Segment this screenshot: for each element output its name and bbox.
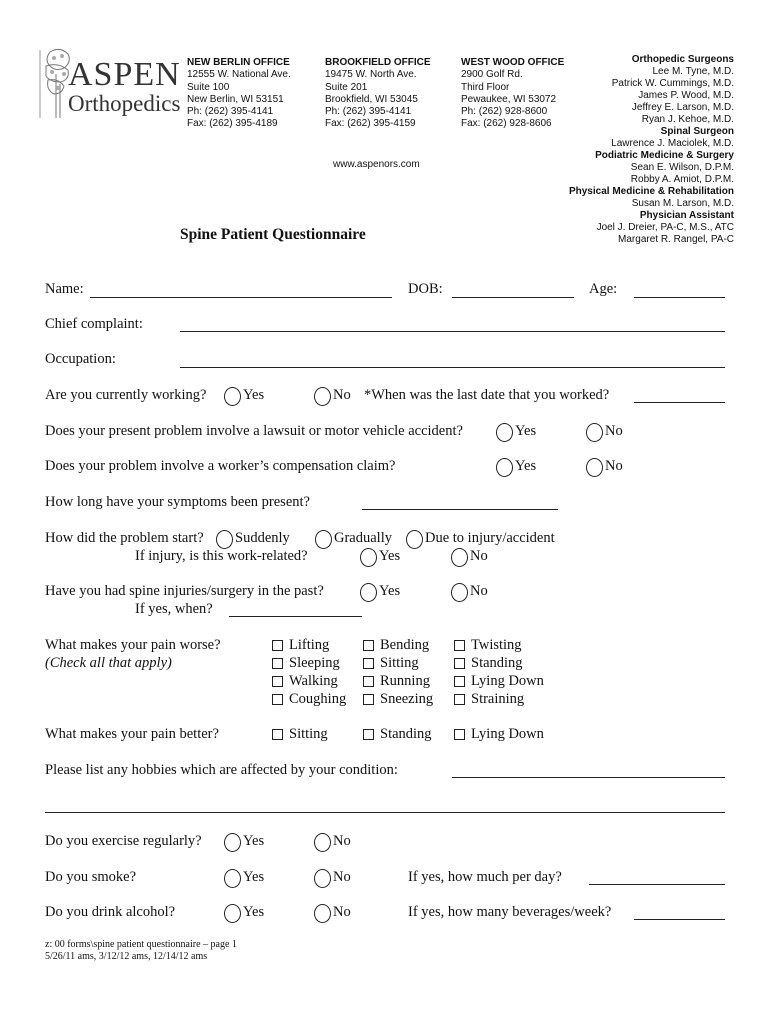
work-related-no-radio[interactable] (451, 548, 468, 567)
aspen-logo (36, 44, 181, 122)
workers-comp-question: Does your problem involve a worker’s compensation claim? (45, 458, 396, 474)
twisting-checkbox[interactable] (454, 640, 465, 651)
injury-work-related-question: If injury, is this work-related? (135, 548, 308, 564)
office-name: BROOKFIELD OFFICE (325, 57, 431, 68)
pain-worse-question: What makes your pain worse? (45, 637, 221, 653)
sneezing-label: Sneezing (380, 691, 434, 707)
office-line: 2900 Golf Rd. (461, 69, 523, 81)
smoke-yes-label: Yes (243, 869, 265, 885)
spine-history-no-radio[interactable] (451, 583, 468, 602)
logo-subtitle: Orthopedics (68, 91, 181, 116)
office-line: Ph: (262) 928-8600 (461, 106, 548, 118)
office-line: Ph: (262) 395-4141 (187, 106, 274, 118)
running-checkbox[interactable] (363, 676, 374, 687)
coughing-checkbox[interactable] (272, 694, 283, 705)
staff-name: James P. Wood, M.D. (638, 90, 734, 101)
bending-label: Bending (380, 637, 430, 653)
gradually-label: Gradually (334, 530, 392, 546)
dob-field[interactable] (452, 297, 574, 298)
sitting-checkbox[interactable] (363, 658, 374, 669)
sleeping-checkbox[interactable] (272, 658, 283, 669)
lawsuit-question: Does your present problem involve a lawsuit or motor vehicle accident? (45, 423, 463, 439)
spine-history-question: Have you had spine injuries/surgery in the past? (45, 583, 324, 599)
logo-brand: ASPEN (68, 56, 181, 93)
walking-label: Walking (289, 673, 338, 689)
staff-heading: Physical Medicine & Rehabilitation (568, 186, 734, 197)
smoke-no-label: No (333, 869, 351, 885)
lifting-checkbox[interactable] (272, 640, 283, 651)
check-all-note: (Check all that apply) (45, 655, 172, 671)
alcohol-amount-field[interactable] (634, 919, 725, 920)
age-label: Age: (589, 281, 618, 297)
suddenly-label: Suddenly (235, 530, 290, 546)
office-name: NEW BERLIN OFFICE (187, 57, 290, 68)
office-line: Suite 100 (187, 81, 230, 93)
working-no-radio[interactable] (314, 387, 331, 406)
better-lying-down-checkbox[interactable] (454, 729, 465, 740)
twisting-label: Twisting (471, 637, 522, 653)
due-to-injury-label: Due to injury/accident (425, 530, 555, 546)
spine-history-yes-label: Yes (379, 583, 401, 599)
better-standing-label: Standing (380, 726, 432, 742)
name-label: Name: (45, 281, 84, 297)
form-title: Spine Patient Questionnaire (180, 226, 366, 243)
workers-comp-yes-label: Yes (515, 458, 537, 474)
footer (45, 939, 237, 963)
exercise-question: Do you exercise regularly? (45, 833, 202, 849)
suddenly-radio[interactable] (216, 530, 233, 549)
footer-line: 5/26/11 ams, 3/12/12 ams, 12/14/12 ams (45, 951, 208, 962)
alcohol-yes-radio[interactable] (224, 904, 241, 923)
working-question: Are you currently working? (45, 387, 207, 403)
occupation-label: Occupation: (45, 351, 116, 367)
better-sitting-label: Sitting (289, 726, 328, 742)
spine-history-no-label: No (470, 583, 488, 599)
standing-checkbox[interactable] (454, 658, 465, 669)
straining-checkbox[interactable] (454, 694, 465, 705)
workers-comp-no-label: No (605, 458, 623, 474)
hobbies-question: Please list any hobbies which are affected by your condition: (45, 762, 398, 778)
pain-better-question: What makes your pain better? (45, 726, 219, 742)
smoke-amount-field[interactable] (589, 884, 725, 885)
last-worked-field[interactable] (634, 402, 725, 403)
walking-checkbox[interactable] (272, 676, 283, 687)
staff-name: Ryan J. Kehoe, M.D. (641, 114, 734, 125)
office-line: Ph: (262) 395-4141 (325, 106, 412, 118)
bending-checkbox[interactable] (363, 640, 374, 651)
alcohol-yes-label: Yes (243, 904, 265, 920)
staff-heading: Podiatric Medicine & Surgery (595, 150, 734, 161)
work-related-yes-label: Yes (379, 548, 401, 564)
chief-complaint-field[interactable] (180, 331, 725, 332)
office-line: Suite 201 (325, 81, 368, 93)
work-related-no-label: No (470, 548, 488, 564)
sitting-label: Sitting (380, 655, 419, 671)
workers-comp-yes-radio[interactable] (496, 458, 513, 477)
footer-line: z: 00 forms\spine patient questionnaire – page 1 (45, 939, 237, 950)
lawsuit-yes-radio[interactable] (496, 423, 513, 442)
better-sitting-checkbox[interactable] (272, 729, 283, 740)
standing-label: Standing (471, 655, 523, 671)
if-yes-when-label: If yes, when? (135, 601, 213, 617)
exercise-no-radio[interactable] (314, 833, 331, 852)
office-line: 19475 W. North Ave. (325, 69, 417, 81)
staff-name: Lee M. Tyne, M.D. (652, 66, 734, 77)
better-standing-checkbox[interactable] (363, 729, 374, 740)
problem-start-question: How did the problem start? (45, 530, 204, 546)
symptoms-duration-field[interactable] (362, 509, 558, 510)
coughing-label: Coughing (289, 691, 347, 707)
office-name: WEST WOOD OFFICE (461, 57, 565, 68)
spine-history-yes-radio[interactable] (360, 583, 377, 602)
exercise-yes-label: Yes (243, 833, 265, 849)
lawsuit-yes-label: Yes (515, 423, 537, 439)
alcohol-question: Do you drink alcohol? (45, 904, 176, 920)
office-line: Brookfield, WI 53045 (325, 93, 418, 105)
office-brookfield (325, 57, 431, 131)
better-lying-down-label: Lying Down (471, 726, 544, 742)
alcohol-no-label: No (333, 904, 351, 920)
dob-label: DOB: (408, 281, 443, 297)
staff-name: Margaret R. Rangel, PA-C (618, 234, 734, 245)
age-field[interactable] (634, 297, 725, 298)
sneezing-checkbox[interactable] (363, 694, 374, 705)
last-worked-question: *When was the last date that you worked? (364, 387, 610, 403)
symptoms-duration-question: How long have your symptoms been present? (45, 494, 310, 510)
alcohol-amount-question: If yes, how many beverages/week? (408, 904, 612, 920)
exercise-no-label: No (333, 833, 351, 849)
working-yes-radio[interactable] (224, 387, 241, 406)
website: www.aspenors.com (333, 159, 420, 170)
office-line: Fax: (262) 395-4189 (187, 118, 278, 130)
work-related-yes-radio[interactable] (360, 548, 377, 567)
working-yes-label: Yes (243, 387, 265, 403)
staff-name: Joel J. Dreier, PA-C, M.S., ATC (596, 222, 734, 233)
sleeping-label: Sleeping (289, 655, 340, 671)
lying-down-checkbox[interactable] (454, 676, 465, 687)
smoke-question: Do you smoke? (45, 869, 137, 885)
if-yes-when-field[interactable] (229, 616, 362, 617)
staff-name: Lawrence J. Maciolek, M.D. (611, 138, 734, 149)
workers-comp-no-radio[interactable] (586, 458, 603, 477)
office-new-berlin (187, 57, 291, 131)
lying-down-label: Lying Down (471, 673, 544, 689)
occupation-field[interactable] (180, 367, 725, 368)
hobbies-field-2[interactable] (45, 812, 725, 813)
staff-heading: Physician Assistant (639, 210, 734, 221)
exercise-yes-radio[interactable] (224, 833, 241, 852)
office-line: Fax: (262) 395-4159 (325, 118, 416, 130)
office-line: Pewaukee, WI 53072 (461, 93, 557, 105)
due-to-injury-radio[interactable] (406, 530, 423, 549)
hobbies-field-1[interactable] (452, 777, 725, 778)
chief-complaint-label: Chief complaint: (45, 316, 143, 332)
staff-heading: Spinal Surgeon (660, 126, 734, 137)
straining-label: Straining (471, 691, 525, 707)
office-line: Fax: (262) 928-8606 (461, 118, 552, 130)
office-line: 12555 W. National Ave. (187, 69, 291, 81)
office-line: Third Floor (461, 81, 510, 93)
smoke-no-radio[interactable] (314, 869, 331, 888)
staff-heading: Orthopedic Surgeons (631, 54, 734, 65)
staff-name: Patrick W. Cummings, M.D. (611, 78, 734, 89)
lawsuit-no-label: No (605, 423, 623, 439)
staff-name: Jeffrey E. Larson, M.D. (631, 102, 734, 113)
running-label: Running (380, 673, 430, 689)
smoke-yes-radio[interactable] (224, 869, 241, 888)
gradually-radio[interactable] (315, 530, 332, 549)
name-field[interactable] (90, 297, 392, 298)
working-no-label: No (333, 387, 351, 403)
staff-list (514, 54, 734, 246)
smoke-amount-question: If yes, how much per day? (408, 869, 562, 885)
staff-name: Sean E. Wilson, D.P.M. (630, 162, 734, 173)
alcohol-no-radio[interactable] (314, 904, 331, 923)
staff-name: Robby A. Amiot, D.P.M. (630, 174, 734, 185)
staff-name: Susan M. Larson, M.D. (631, 198, 734, 209)
office-line: New Berlin, WI 53151 (187, 93, 284, 105)
lawsuit-no-radio[interactable] (586, 423, 603, 442)
lifting-label: Lifting (289, 637, 330, 653)
